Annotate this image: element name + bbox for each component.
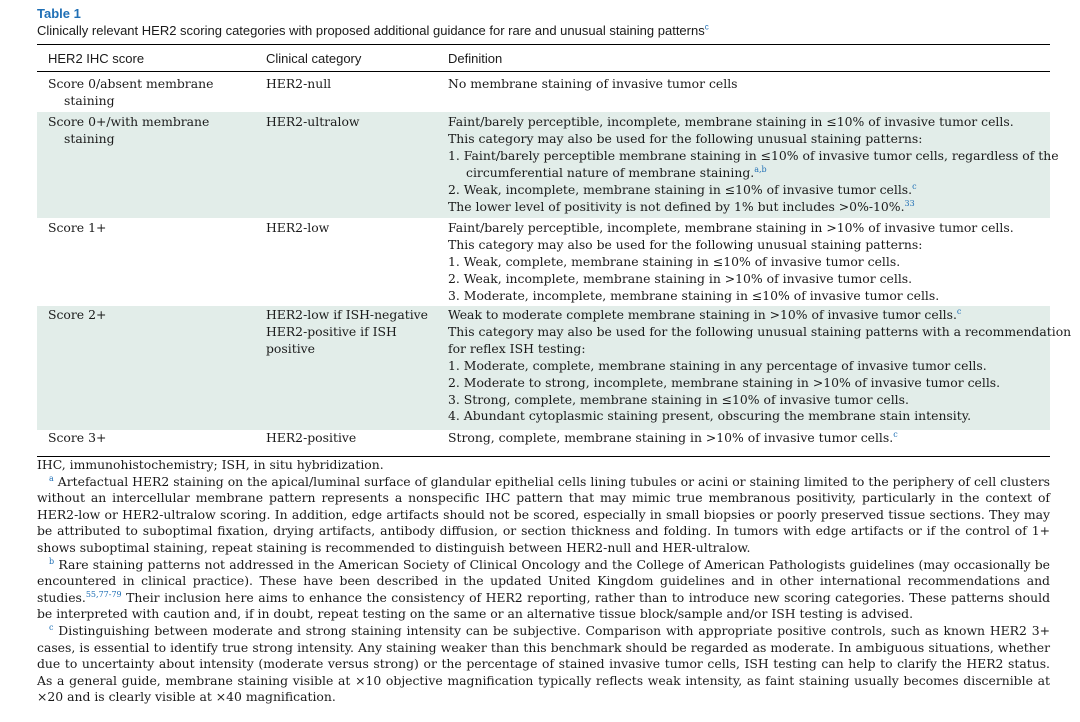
definition-line: No membrane staining of invasive tumor cells [448,76,738,91]
definition-text: circumferential nature of membrane staining. [466,164,755,180]
score-cell [48,220,253,237]
category-cell [266,114,446,131]
definition-text: The lower level of positivity is not defined by 1% but includes >0%-10%. [448,198,905,214]
definition-cell [448,220,1048,305]
footnote-a [37,474,1050,557]
score-line: staining [64,92,115,108]
definition-cell [448,430,1048,447]
footnote-ref[interactable]: c [912,181,917,191]
definition-cell [448,306,1072,425]
header-definition: Definition [448,51,503,66]
category-line: positive [266,340,315,356]
definition-line: 2. Moderate to strong, incomplete, membrane staining in >10% of invasive tumor cells. [448,374,1001,390]
category-line: HER2-positive [266,430,357,445]
definition-line: This category may also be used for the following unusual staining patterns: [448,130,923,146]
definition-text: Strong, complete, membrane staining in >10% of invasive tumor cells. [448,430,894,445]
footnote-text: Distinguishing between moderate and strong staining intensity can be subjective. Comparison with appropriate positive controls, such as known HER2 3+ cases, is essential to identify true strong intensity. Any staining weaker than this benchmark should be regarded as moderate. In ambiguous situations, whether due to uncertainty about intensity (moderate versus strong) or the percentage of stained invasive tumor cells, ISH testing can help to clarify the HER2 status. As a general guide, membrane staining visible at ×10 objective magnification typically reflects weak intensity, as faint staining usually becomes discernible at ×20 and is clearly visible at ×40 magnification. [37,622,1050,705]
definition-line [448,307,1048,324]
score-line: Score 0/absent membrane [48,76,214,91]
category-cell [266,430,446,447]
category-line: HER2-null [266,76,332,91]
category-cell [266,307,446,358]
definition-line: 1. Weak, complete, membrane staining in ≤10% of invasive tumor cells. [448,253,901,269]
category-line: HER2-low [266,220,330,235]
definition-line: 4. Abundant cytoplasmic staining present, obscuring the membrane stain intensity. [448,408,972,424]
citation-ref[interactable]: 33 [904,198,915,208]
definition-line: Faint/barely perceptible, incomplete, membrane staining in >10% of invasive tumor cells. [448,220,1014,235]
definition-line: 1. Moderate, complete, membrane staining in any percentage of invasive tumor cells. [448,357,987,373]
table-row [37,219,1050,306]
definition-line: 1. Faint/barely perceptible membrane staining in ≤10% of invasive tumor cells, regardless of the [448,147,1059,163]
footnote-ref[interactable]: a,b [754,164,767,174]
footnote-marker: a [49,473,54,483]
definition-line [448,182,1048,199]
footnote-ref[interactable]: c [956,306,962,316]
definition-line: This category may also be used for the following unusual staining patterns with a recommendation [448,323,1072,339]
table-caption-text: Clinically relevant HER2 scoring categories with proposed additional guidance for rare and unusual staining patterns [37,23,705,38]
category-cell [266,76,446,93]
header-category: Clinical category [266,51,362,66]
definition-line [448,165,1048,182]
score-line: Score 0+/with membrane [48,114,210,129]
definition-cell [448,76,1048,93]
footnote-b [37,557,1050,623]
definition-line [448,430,1048,447]
category-cell [266,220,446,237]
table-footnotes [37,457,1050,706]
score-cell [48,114,253,148]
definition-line: 3. Strong, complete, membrane staining in ≤10% of invasive tumor cells. [448,391,909,407]
header-score: HER2 IHC score [48,51,145,66]
definition-line [448,199,1048,216]
category-line: HER2-low if ISH-negative [266,307,428,322]
category-line: HER2-positive if ISH [266,323,397,339]
caption-footnote-ref[interactable]: c [704,22,709,32]
definition-line: 2. Weak, incomplete, membrane staining in >10% of invasive tumor cells. [448,270,913,286]
table-label: Table 1 [37,6,81,21]
definition-line: Faint/barely perceptible, incomplete, membrane staining in ≤10% of invasive tumor cells. [448,114,1014,129]
score-cell [48,430,253,447]
definition-cell [448,114,1059,215]
score-line: Score 3+ [48,430,107,445]
score-cell [48,76,253,110]
table-row [37,76,1050,110]
footnote-marker: b [49,556,55,566]
table-row [37,306,1072,430]
footnote-text: Their inclusion here aims to enhance the consistency of HER2 reporting, rather than to introduce new scoring categories. These patterns should be interpreted with caution and, if in doubt, repeat testing on the same or an alternative tissue block/sample and/or ISH testing is advised. [37,589,1050,622]
score-line: staining [64,130,115,146]
abbreviations-note: IHC, immunohistochemistry; ISH, in situ hybridization. [37,457,384,472]
footnote-ref[interactable]: c [893,429,898,439]
definition-text: 2. Weak, incomplete, membrane staining in ≤10% of invasive tumor cells. [448,181,913,197]
definition-line: 3. Moderate, incomplete, membrane staining in ≤10% of invasive tumor cells. [448,287,940,303]
table-row [37,112,1059,218]
definition-line: This category may also be used for the following unusual staining patterns: [448,236,923,252]
score-cell [48,307,253,324]
footnote-text: Artefactual HER2 staining on the apical/luminal surface of glandular epithelial cells lining tubules or acini or staining limited to the periphery of cell clusters without an intercellular membrane pattern represents a nonspecific IHC pattern that may mimic true membranous positivity, particularly in the context of HER2-low or HER2-ultralow scoring. In addition, edge artifacts should not be scored, especially in small biopsies or poorly preserved tissue sections. They may be attributed to suboptimal fixation, drying artifacts, antibody diffusion, or section thickness and folding. In tumors with edge artifacts or if the control of 1+ shows suboptimal staining, repeat staining is recommended to distinguish between HER2-null and HER-ultralow. [37,473,1050,555]
category-line: HER2-ultralow [266,114,360,129]
definition-text: Weak to moderate complete membrane staining in >10% of invasive tumor cells. [448,307,957,322]
table-row [37,430,1050,454]
footnote-text: Rare staining patterns not addressed in the American Society of Clinical Oncology and the College of American Pathologists guidelines (may occasionally be encountered in clinical practice). These have been described in the updated United Kingdom guidelines and in other international recommendations and studies. [37,556,1050,605]
top-rule [37,44,1050,45]
score-line: Score 1+ [48,220,107,235]
score-line: Score 2+ [48,307,107,322]
table-caption [37,23,1057,38]
citation-ref[interactable]: 55,77-79 [85,589,122,599]
definition-line: for reflex ISH testing: [448,340,586,356]
footnote-marker: c [49,622,54,632]
header-rule [37,71,1050,72]
footnote-c [37,623,1050,706]
